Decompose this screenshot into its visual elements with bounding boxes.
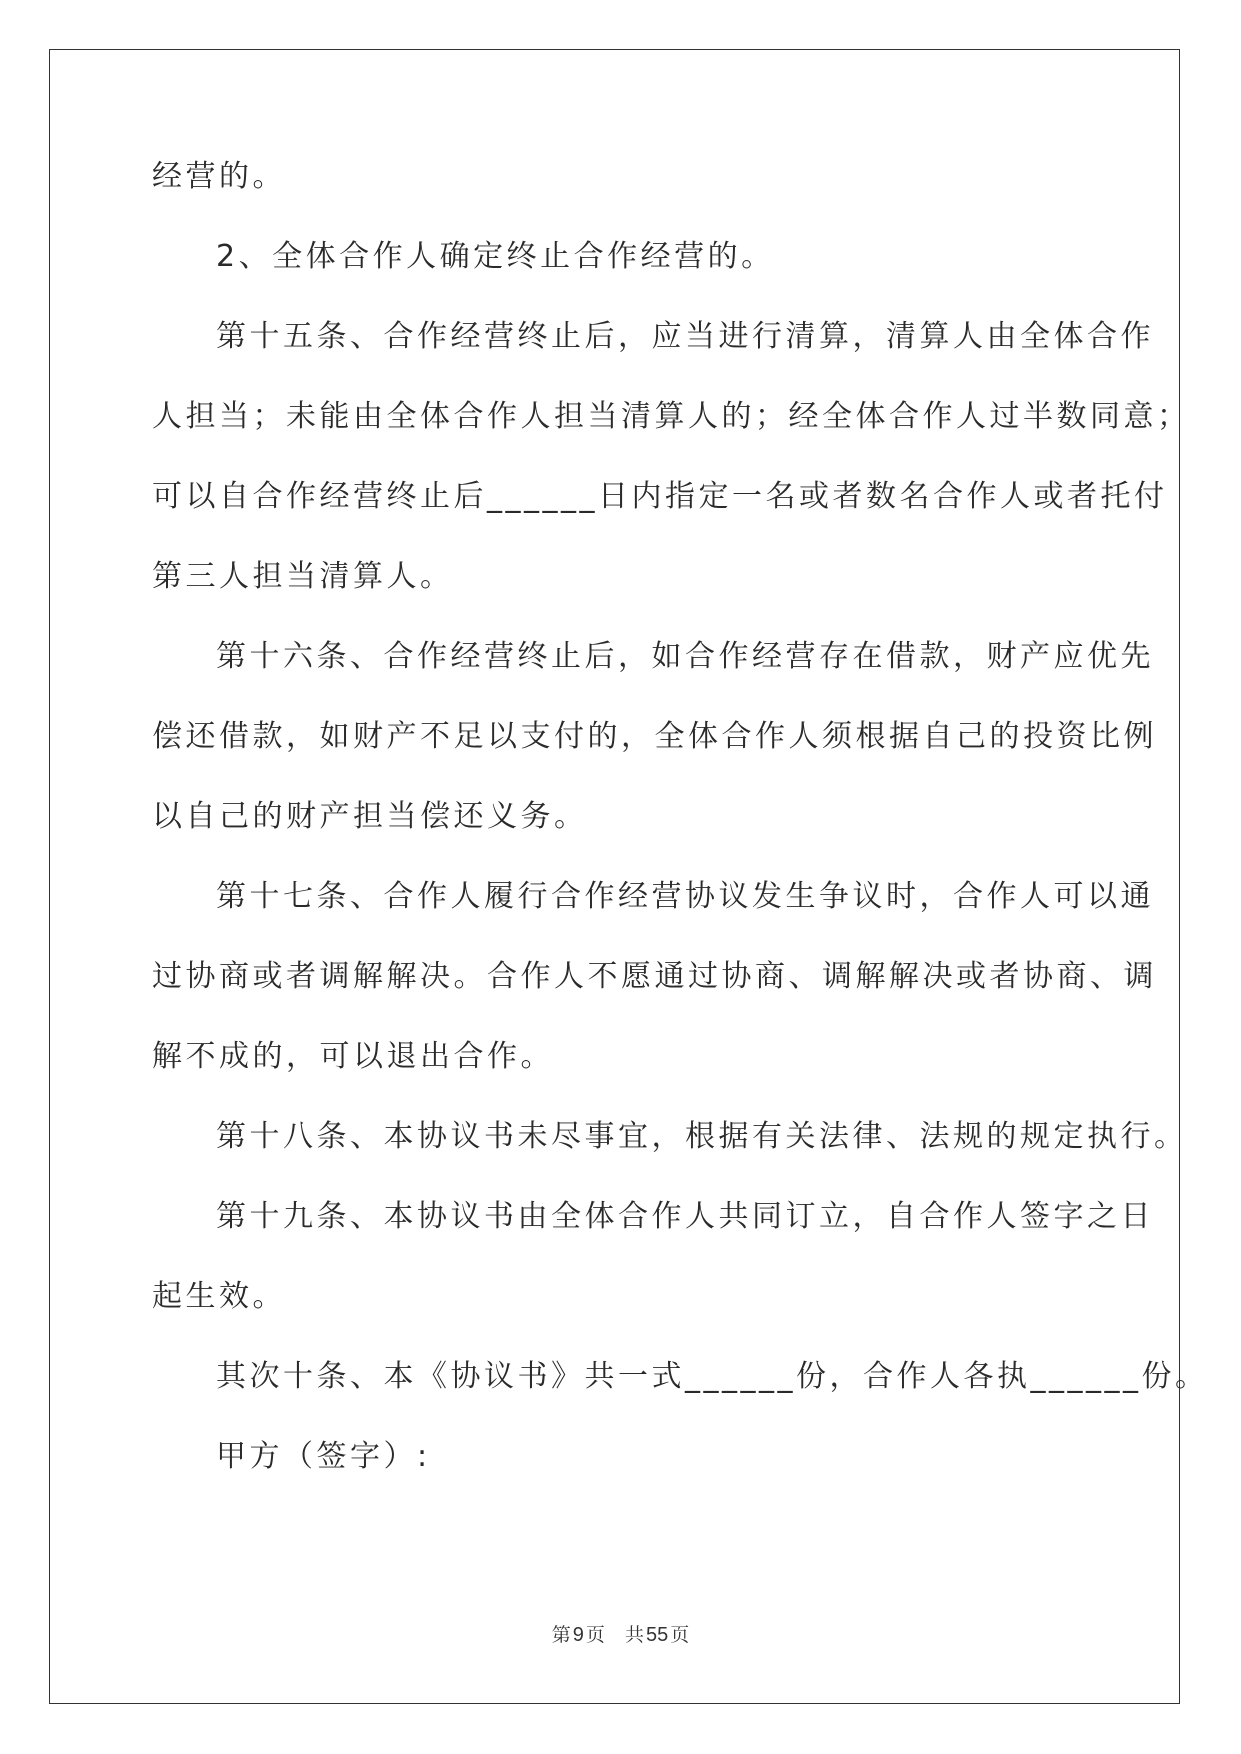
text-line: 起生效。 <box>152 1279 286 1314</box>
text-line: 过协商或者调解解决。合作人不愿通过协商、调解解决或者协商、调 <box>152 959 1157 994</box>
page-suffix: 页 <box>585 1624 605 1646</box>
page-number: 9 <box>572 1624 584 1646</box>
text-line: 第十九条、本协议书由全体合作人共同订立，自合作人签字之日 <box>216 1199 1154 1234</box>
text-line: 人担当；未能由全体合作人担当清算人的；经全体合作人过半数同意； <box>152 399 1191 434</box>
document-body <box>152 157 1209 1517</box>
text-line: 第十五条、合作经营终止后，应当进行清算，清算人由全体合作 <box>216 319 1154 354</box>
text-line: 2、全体合作人确定终止合作经营的。 <box>216 239 775 274</box>
text-line: 第十八条、本协议书未尽事宜，根据有关法律、法规的规定执行。 <box>216 1119 1188 1154</box>
text-line: 第三人担当清算人。 <box>152 559 454 594</box>
total-pages: 55 <box>645 1624 669 1646</box>
text-line: 解不成的，可以退出合作。 <box>152 1039 554 1074</box>
signature-line-party-a: 甲方（签字）: <box>216 1439 431 1474</box>
total-suffix: 页 <box>670 1624 690 1646</box>
text-line: 偿还借款，如财产不足以支付的，全体合作人须根据自己的投资比例 <box>152 719 1157 754</box>
text-line: 第十六条、合作经营终止后，如合作经营存在借款，财产应优先 <box>216 639 1154 674</box>
text-line: 可以自合作经营终止后______日内指定一名或者数名合作人或者托付 <box>152 479 1168 514</box>
text-line: 经营的。 <box>152 159 286 194</box>
page-prefix: 第 <box>551 1624 571 1646</box>
text-line: 以自己的财产担当偿还义务。 <box>152 799 588 834</box>
text-line: 其次十条、本《协议书》共一式______份，合作人各执______份。 <box>216 1359 1209 1394</box>
total-prefix: 共 <box>624 1624 644 1646</box>
page-footer <box>0 1620 1241 1647</box>
text-line: 第十七条、合作人履行合作经营协议发生争议时，合作人可以通 <box>216 879 1154 914</box>
